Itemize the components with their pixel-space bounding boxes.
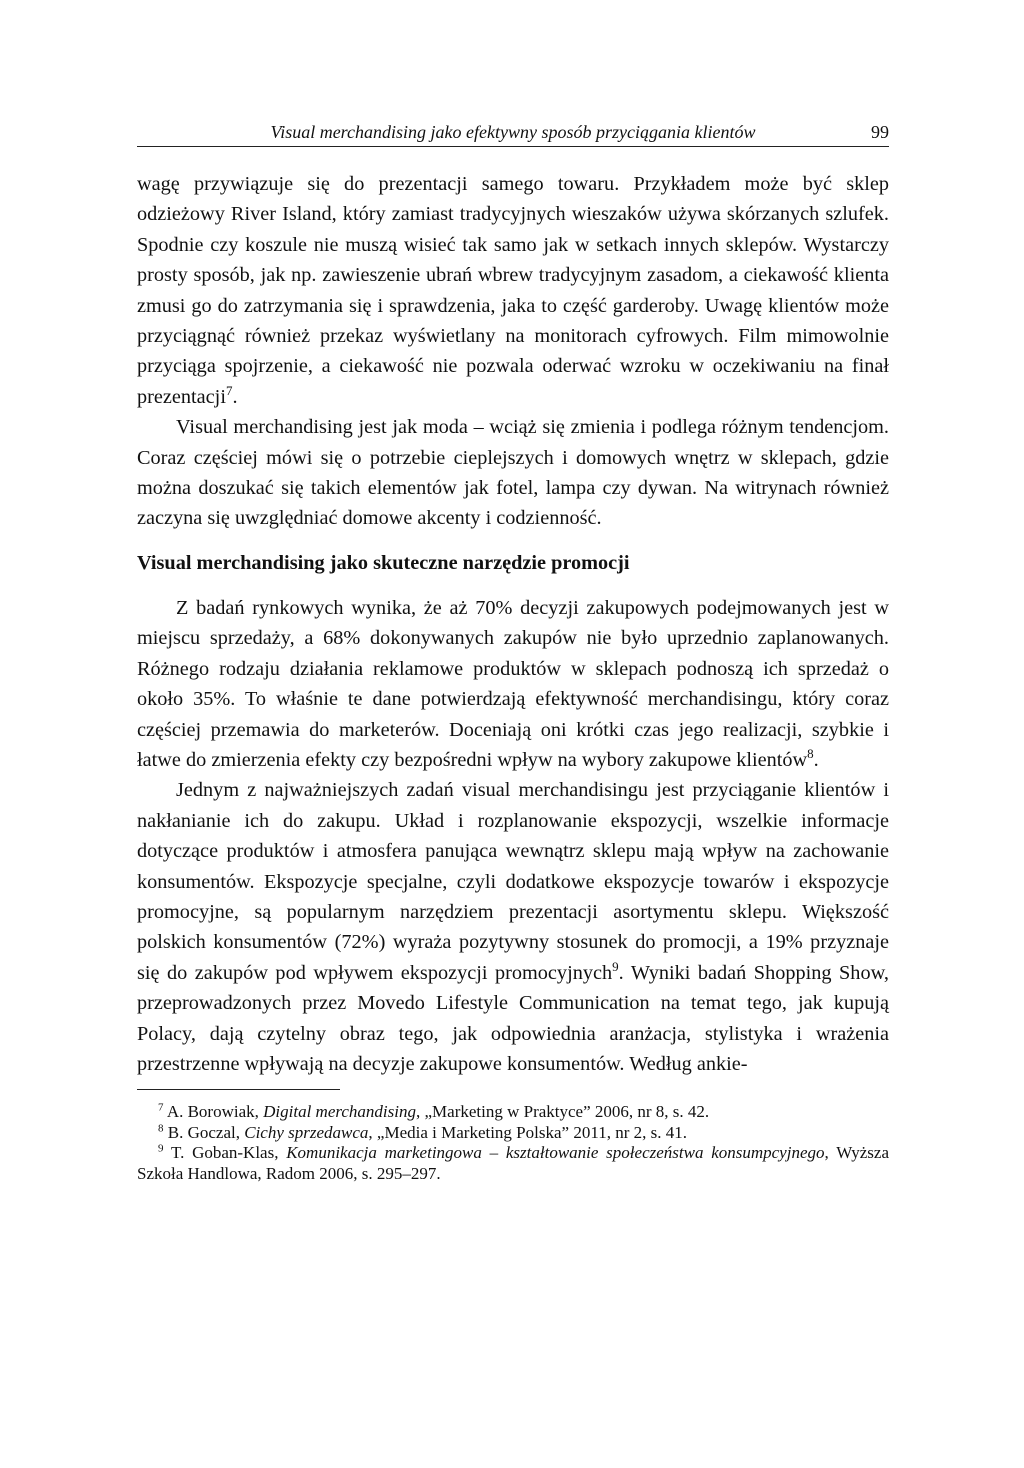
paragraph-4	[137, 775, 889, 1079]
running-title: Visual merchandising jako efektywny sposób przyciągania klientów	[270, 122, 756, 142]
footnote-number: 9	[158, 1142, 164, 1155]
page-number: 99	[871, 122, 889, 142]
footnote-author: A. Borowiak,	[166, 1102, 264, 1122]
footnote-title: Komunikacja marketingowa – kształtowanie społeczeństwa konsumpcyjnego	[286, 1143, 825, 1163]
footnote-7	[137, 1102, 889, 1123]
footnote-title: Cichy sprzedawca	[244, 1122, 369, 1142]
paragraph-1	[137, 169, 889, 412]
footnote-title: Digital merchandising	[263, 1102, 416, 1122]
footnote-source: , Wyższa Szkoła Handlowa, Radom 2006, s. 295–297.	[137, 1143, 889, 1183]
paragraph-3	[137, 593, 889, 775]
footnote-9	[137, 1143, 889, 1184]
footnote-author: B. Goczal,	[167, 1122, 245, 1142]
footnote-source: , „Media i Marketing Polska” 2011, nr 2, s. 41.	[368, 1122, 687, 1142]
section-heading: Visual merchandising jako skuteczne narzędzie promocji	[137, 551, 630, 574]
footnote-number: 7	[158, 1101, 164, 1114]
footnote-ref-7: 7	[225, 383, 233, 399]
footnote-number: 8	[158, 1122, 164, 1135]
footnote-author: T. Goban-Klas,	[170, 1143, 287, 1163]
footnote-ref-8: 8	[807, 746, 814, 762]
body-text	[137, 169, 889, 1079]
footnote-ref-9: 9	[612, 958, 619, 974]
footnote-separator	[137, 1089, 340, 1090]
paragraph-4-text-b: . Wyniki badań Shopping Show, przeprowadzonych przez Movedo Lifestyle Communication na temat tego, jak kupują Polacy, dają czytelny obraz tego, jak odpowiednia aranżacja, stylistyka i wrażenia przestrzenne wpływają na decyzje zakupowe konsumentów. Według ankie-	[137, 961, 889, 1075]
footnote-8	[137, 1123, 889, 1144]
footnote-source: , „Marketing w Praktyce” 2006, nr 8, s. 42.	[415, 1102, 710, 1122]
paragraph-4-text-a: Jednym z najważniejszych zadań visual merchandisingu jest przyciąganie klientów i nakłanianie ich do zakupu. Układ i rozplanowanie ekspozycji, wszelkie informacje dotyczące produktów i atmosfera panująca wewnątrz sklepu mają wpływ na zachowanie konsumentów. Ekspozycje specjalne, czyli dodatkowe ekspozycje towarów i ekspozycje promocyjne, są popularnym narzędziem prezentacji asortymentu sklepu. Większość polskich konsumentów (72%) wyraża pozytywny stosunek do promocji, a 19% przyznaje się do zakupów pod wpływem ekspozycji promocyjnych	[137, 779, 889, 984]
footnotes	[137, 1102, 889, 1184]
paragraph-3-end: .	[813, 748, 819, 771]
document-page	[137, 118, 889, 1184]
paragraph-3-text: Z badań rynkowych wynika, że aż 70% decyzji zakupowych podejmowanych jest w miejscu sprzedaży, a 68% dokonywanych zakupów nie było uprzednio zaplanowanych. Różnego rodzaju działania reklamowe produktów w sklepach podnoszą ich sprzedaż o około 35%. To właśnie te dane potwierdzają efektywność merchandisingu, który coraz częściej przemawia do marketerów. Doceniają oni krótki czas jego realizacji, szybkie i łatwe do zmierzenia efekty czy bezpośredni wpływ na wybory zakupowe klientów	[137, 596, 889, 771]
paragraph-2: Visual merchandising jest jak moda – wciąż się zmienia i podlega różnym tendencjom. Coraz częściej mówi się o potrzebie cieplejszych i domowych wnętrz w sklepach, gdzie można doszukać się takich elementów jak fotel, lampa czy dywan. Na witrynach również zaczyna się uwzględniać domowe akcenty i codzienność.	[137, 416, 889, 530]
running-header	[137, 118, 889, 147]
paragraph-1-end: .	[232, 385, 238, 408]
paragraph-1-text: wagę przywiązuje się do prezentacji samego towaru. Przykładem może być sklep odzieżowy River Island, który zamiast tradycyjnych wieszaków używa skórzanych szlufek. Spodnie czy koszule nie muszą wisieć tak samo jak w setkach innych sklepów. Wystarczy prosty sposób, jak np. zawieszenie ubrań wbrew tradycyjnym zasadom, a ciekawość klienta zmusi go do zatrzymania się i sprawdzenia, jaka to część garderoby. Uwagę klientów może przyciągnąć również przekaz wyświetlany na monitorach cyfrowych. Film mimowolnie przyciąga spojrzenie, a ciekawość nie pozwala oderwać wzroku w oczekiwaniu na finał prezentacji	[137, 173, 889, 408]
